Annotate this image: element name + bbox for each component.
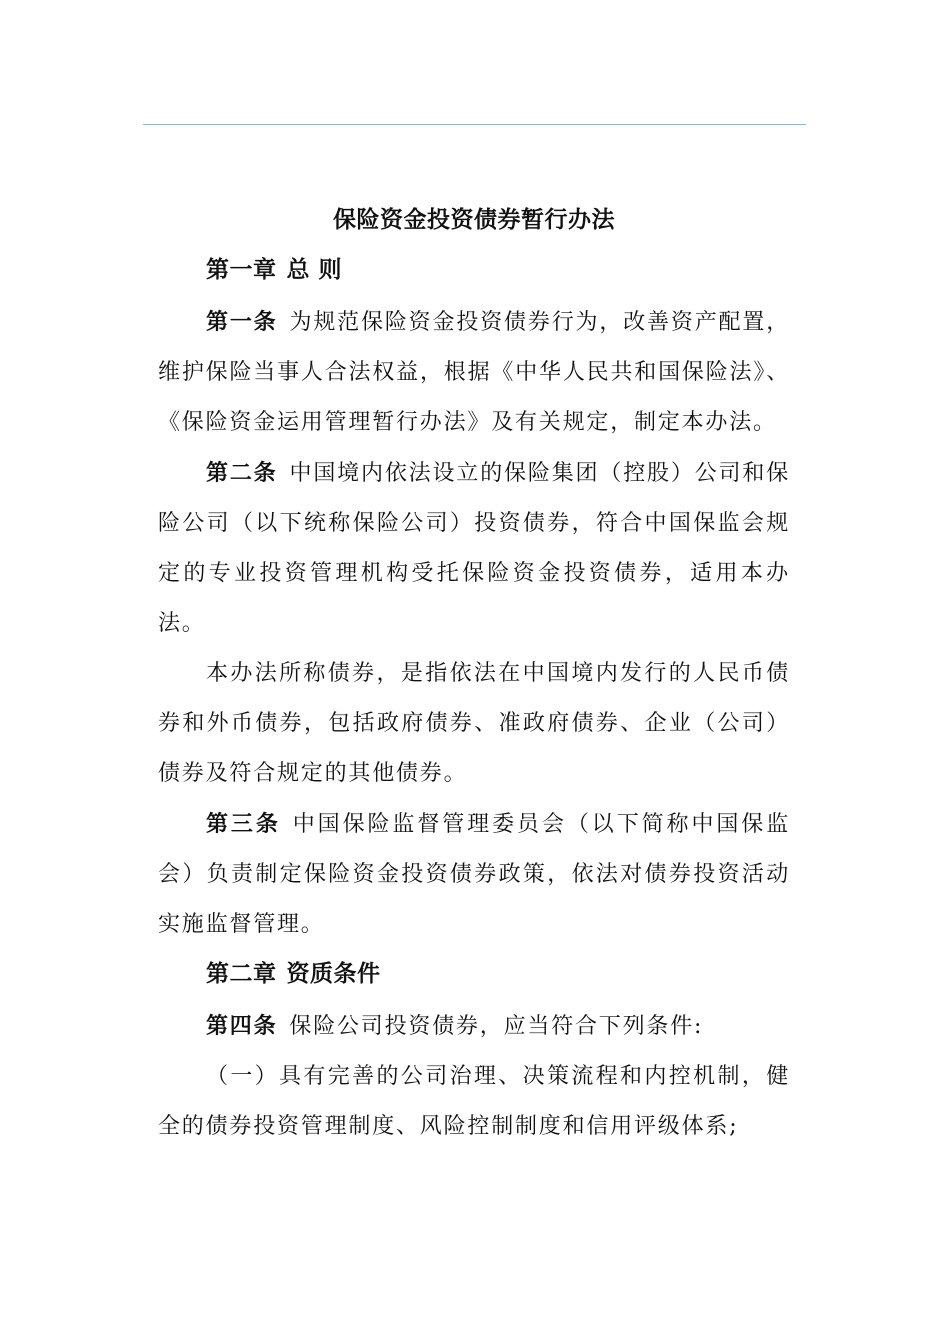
chapter-1-heading — [158, 246, 790, 294]
article-1-text: 为规范保险资金投资债券行为，改善资产配置，维护保险当事人合法权益，根据《中华人民共和国保险法》、《保险资金运用管理暂行办法》及有关规定，制定本办法。 — [158, 310, 790, 435]
article-4-text: 保险公司投资债券，应当符合下列条件: — [289, 1014, 704, 1039]
article-2-label: 第二条 — [206, 460, 278, 486]
bonds-definition-paragraph: 本办法所称债券，是指依法在中国境内发行的人民币债券和外币债券，包括政府债券、准政府债券、企业（公司）债券及符合规定的其他债券。 — [158, 661, 790, 786]
chapter-1-name: 总 则 — [286, 256, 343, 283]
chapter-2-label: 第二章 — [206, 960, 277, 987]
article-3-label: 第三条 — [206, 811, 281, 837]
article-2 — [158, 448, 790, 649]
article-2-text: 中国境内依法设立的保险集团（控股）公司和保险公司（以下统称保险公司）投资债券，符合中国保监会规定的专业投资管理机构受托保险资金投资债券，适用本办法。 — [158, 461, 790, 636]
chapter-1-label: 第一章 — [206, 256, 277, 283]
article-1-label: 第一条 — [206, 309, 278, 335]
header-rule — [143, 124, 806, 125]
chapter-2-name: 资质条件 — [286, 960, 381, 987]
article-4-label: 第四条 — [206, 1013, 278, 1039]
article-1 — [158, 297, 790, 448]
article-3 — [158, 799, 790, 950]
article-4 — [158, 1001, 790, 1052]
article-4-item-1: （一）具有完善的公司治理、决策流程和内控机制，健全的债券投资管理制度、风险控制制度和信用评级体系; — [158, 1064, 790, 1139]
document-body — [158, 196, 790, 1152]
chapter-2-heading — [158, 950, 790, 998]
document-title: 保险资金投资债券暂行办法 — [333, 206, 615, 233]
article-3-text: 中国保险监督管理委员会（以下简称中国保监会）负责制定保险资金投资债券政策，依法对债券投资活动实施监督管理。 — [158, 812, 790, 937]
